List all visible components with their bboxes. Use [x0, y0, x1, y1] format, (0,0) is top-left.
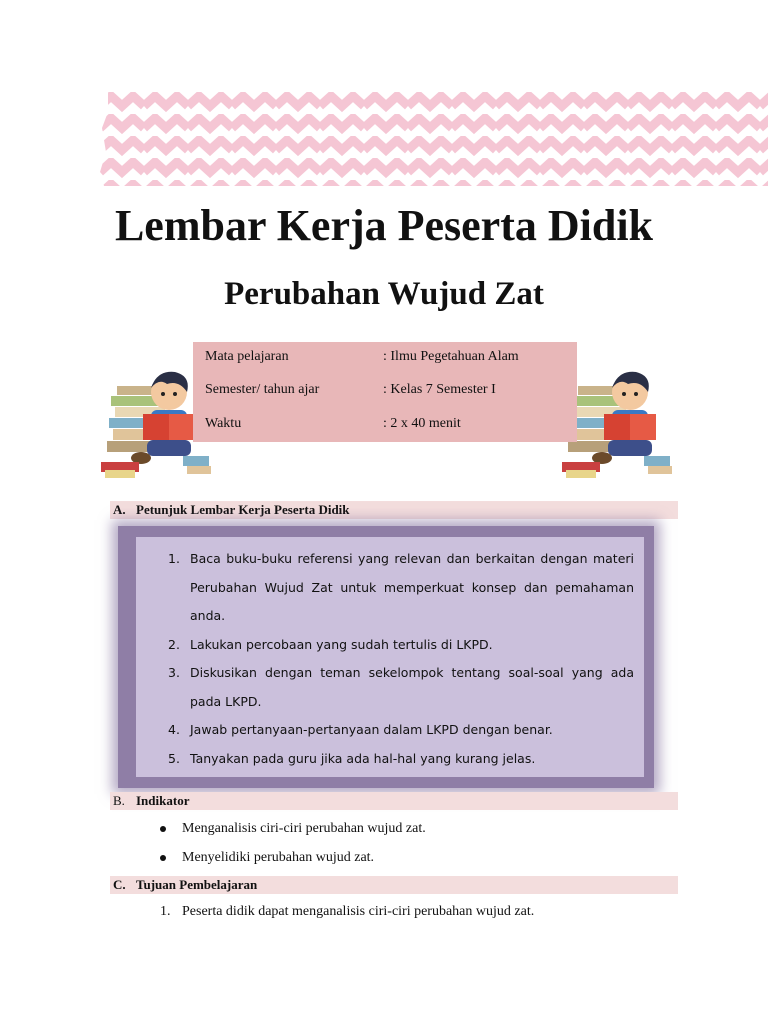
list-item [160, 847, 426, 876]
item-number: 1. [168, 551, 180, 566]
section-letter: C. [113, 877, 126, 892]
item-number: 4. [168, 722, 180, 737]
section-letter: A. [113, 502, 126, 517]
item-text: Baca buku-buku referensi yang relevan dan berkaitan dengan materi Perubahan Wujud Zat untuk memperkuat konsep dan pemahaman anda. [190, 551, 634, 623]
info-key: Mata pelajaran [205, 349, 289, 364]
chevron-banner [100, 92, 768, 186]
item-number: 2. [168, 636, 180, 652]
info-row-subject [205, 349, 575, 369]
section-letter: B. [113, 793, 125, 808]
section-label: Tujuan Pembelajaran [136, 877, 258, 892]
instructions-list [162, 545, 634, 773]
info-row-semester [205, 382, 575, 402]
instructions-box [136, 537, 644, 777]
indicator-list [160, 818, 426, 876]
info-key: Waktu [205, 416, 242, 431]
item-text: Jawab pertanyaan-pertanyaan dalam LKPD dengan benar. [190, 722, 553, 737]
info-value: : 2 x 40 menit [383, 416, 461, 431]
info-value: : Kelas 7 Semester I [383, 382, 496, 397]
bullet-icon [160, 826, 166, 832]
info-row-time [205, 416, 575, 436]
item-text: Tanyakan pada guru jika ada hal-hal yang kurang jelas. [190, 750, 536, 766]
section-b-heading [110, 792, 678, 810]
list-item [162, 631, 634, 660]
section-c-heading [110, 876, 678, 894]
section-a-heading [110, 501, 678, 519]
list-item [162, 659, 634, 716]
subject-info-box [193, 342, 577, 442]
list-item [162, 716, 634, 745]
list-item [160, 818, 426, 847]
bullet-icon [160, 855, 166, 861]
item-number: 1. [160, 904, 171, 919]
item-text: Menganalisis ciri-ciri perubahan wujud zat. [182, 821, 426, 836]
item-text: Lakukan percobaan yang sudah tertulis di LKPD. [190, 636, 493, 652]
page-title: Lembar Kerja Peserta Didik [114, 201, 654, 250]
objectives-list [160, 901, 534, 923]
info-value: : Ilmu Pegetahuan Alam [383, 349, 519, 364]
list-item [162, 745, 634, 774]
item-text: Menyelidiki perubahan wujud zat. [182, 850, 375, 865]
list-item [162, 545, 634, 631]
item-text: Peserta didik dapat menganalisis ciri-ciri perubahan wujud zat. [182, 904, 535, 919]
page-subtitle: Perubahan Wujud Zat [224, 276, 544, 312]
section-label: Indikator [136, 793, 190, 808]
item-number: 3. [168, 665, 180, 680]
item-number: 5. [168, 750, 180, 766]
info-key: Semester/ tahun ajar [205, 382, 320, 397]
list-item [160, 901, 534, 923]
item-text: Diskusikan dengan teman sekelompok tentang soal-soal yang ada pada LKPD. [190, 665, 634, 709]
section-label: Petunjuk Lembar Kerja Peserta Didik [136, 502, 350, 517]
